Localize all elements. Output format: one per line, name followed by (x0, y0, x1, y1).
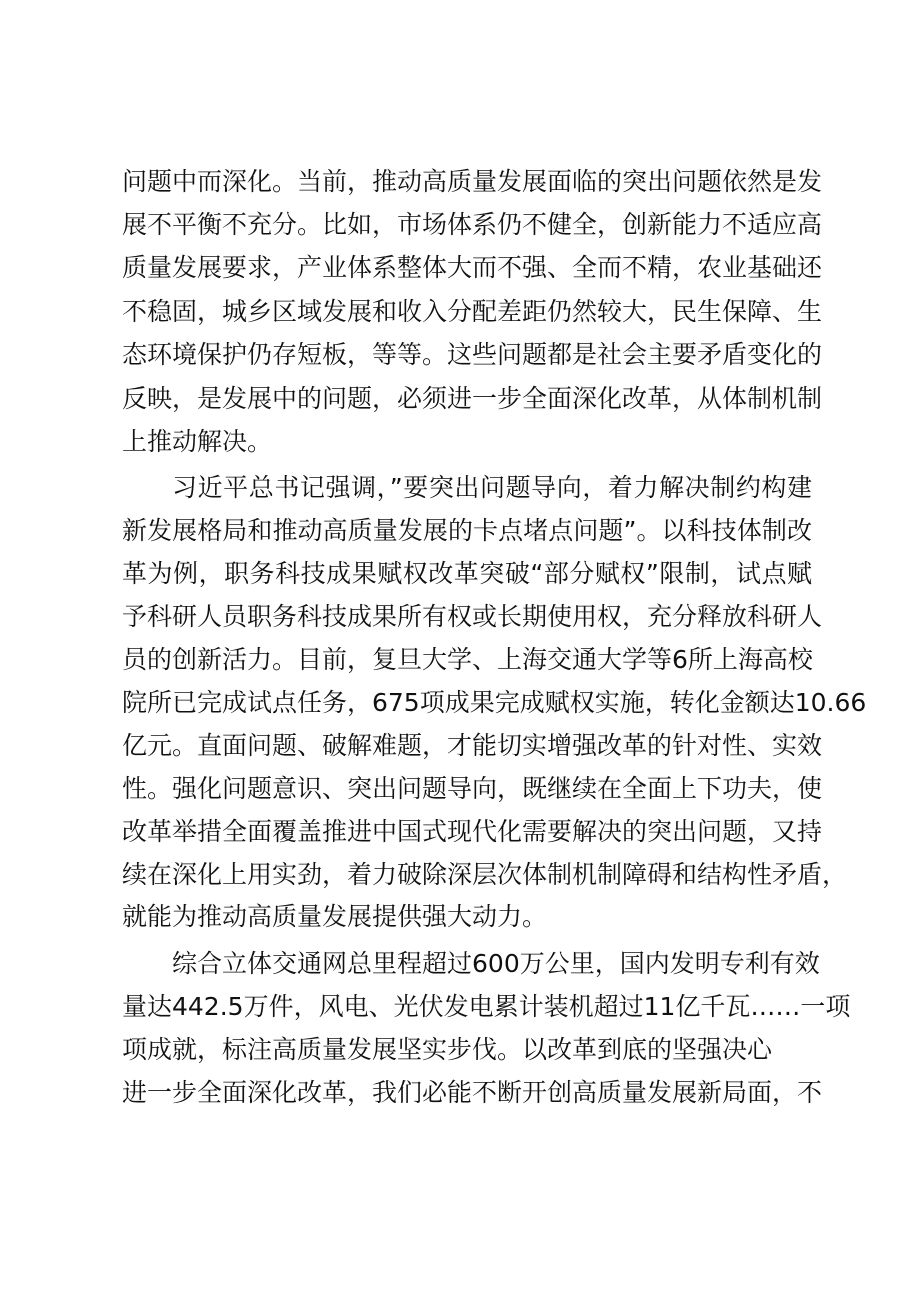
paragraph-1-line-6: 反映，是发展中的问题，必须进一步全面深化改革，从体制机制 (122, 384, 823, 413)
paragraph-1-line-2: 展不平衡不充分。比如，市场体系仍不健全，创新能力不适应高 (122, 210, 823, 239)
paragraph-2-line-10: 续在深化上用实劲，着力破除深层次体制机制障碍和结构性矛盾， (122, 860, 848, 889)
paragraph-2-line-4: 予科研人员职务科技成果所有权或长期使用权，充分释放科研人 (122, 602, 823, 631)
paragraph-3-line-2: 量达442.5万件，风电、光伏发电累计装机超过11亿千瓦……一项 (122, 992, 851, 1021)
paragraph-2-line-2: 新发展格局和推动高质量发展的卡点堵点问题”。以科技体制改 (122, 516, 812, 545)
paragraph-3-line-4: 进一步全面深化改革，我们必能不断开创高质量发展新局面，不 (122, 1078, 823, 1107)
paragraph-3-line-3: 项成就，标注高质量发展坚实步伐。以改革到底的坚强决心 (122, 1035, 773, 1064)
paragraph-1-line-4: 不稳固，城乡区域发展和收入分配差距仍然较大，民生保障、生 (122, 297, 823, 326)
paragraph-1-line-5: 态环境保护仍存短板，等等。这些问题都是社会主要矛盾变化的 (122, 340, 823, 369)
paragraph-2-line-11: 就能为推动高质量发展提供强大动力。 (122, 902, 548, 931)
paragraph-2-line-3: 革为例，职务科技成果赋权改革突破“部分赋权”限制，试点赋 (122, 559, 812, 588)
paragraph-2-line-1: 习近平总书记强调，”要突出问题导向，着力解决制约构建 (172, 473, 812, 502)
paragraph-2-line-7: 亿元。直面问题、破解难题，才能切实增强改革的针对性、实效 (122, 731, 823, 760)
paragraph-2-line-9: 改革举措全面覆盖推进中国式现代化需要解决的突出问题，又持 (122, 817, 823, 846)
paragraph-1-line-3: 质量发展要求，产业体系整体大而不强、全而不精，农业基础还 (122, 253, 823, 282)
paragraph-3-line-1: 综合立体交通网总里程超过600万公里，国内发明专利有效 (172, 949, 820, 978)
paragraph-1-line-7: 上推动解决。 (122, 427, 273, 456)
paragraph-2-line-8: 性。强化问题意识、突出问题导向，既继续在全面上下功夫，使 (122, 774, 823, 803)
paragraph-2-line-6: 院所已完成试点任务，675项成果完成赋权实施，转化金额达10.66 (122, 688, 867, 717)
paragraph-1-line-1: 问题中而深化。当前，推动高质量发展面临的突出问题依然是发 (122, 167, 823, 196)
paragraph-2-line-5: 员的创新活力。目前，复旦大学、上海交通大学等6所上海高校 (122, 645, 813, 674)
